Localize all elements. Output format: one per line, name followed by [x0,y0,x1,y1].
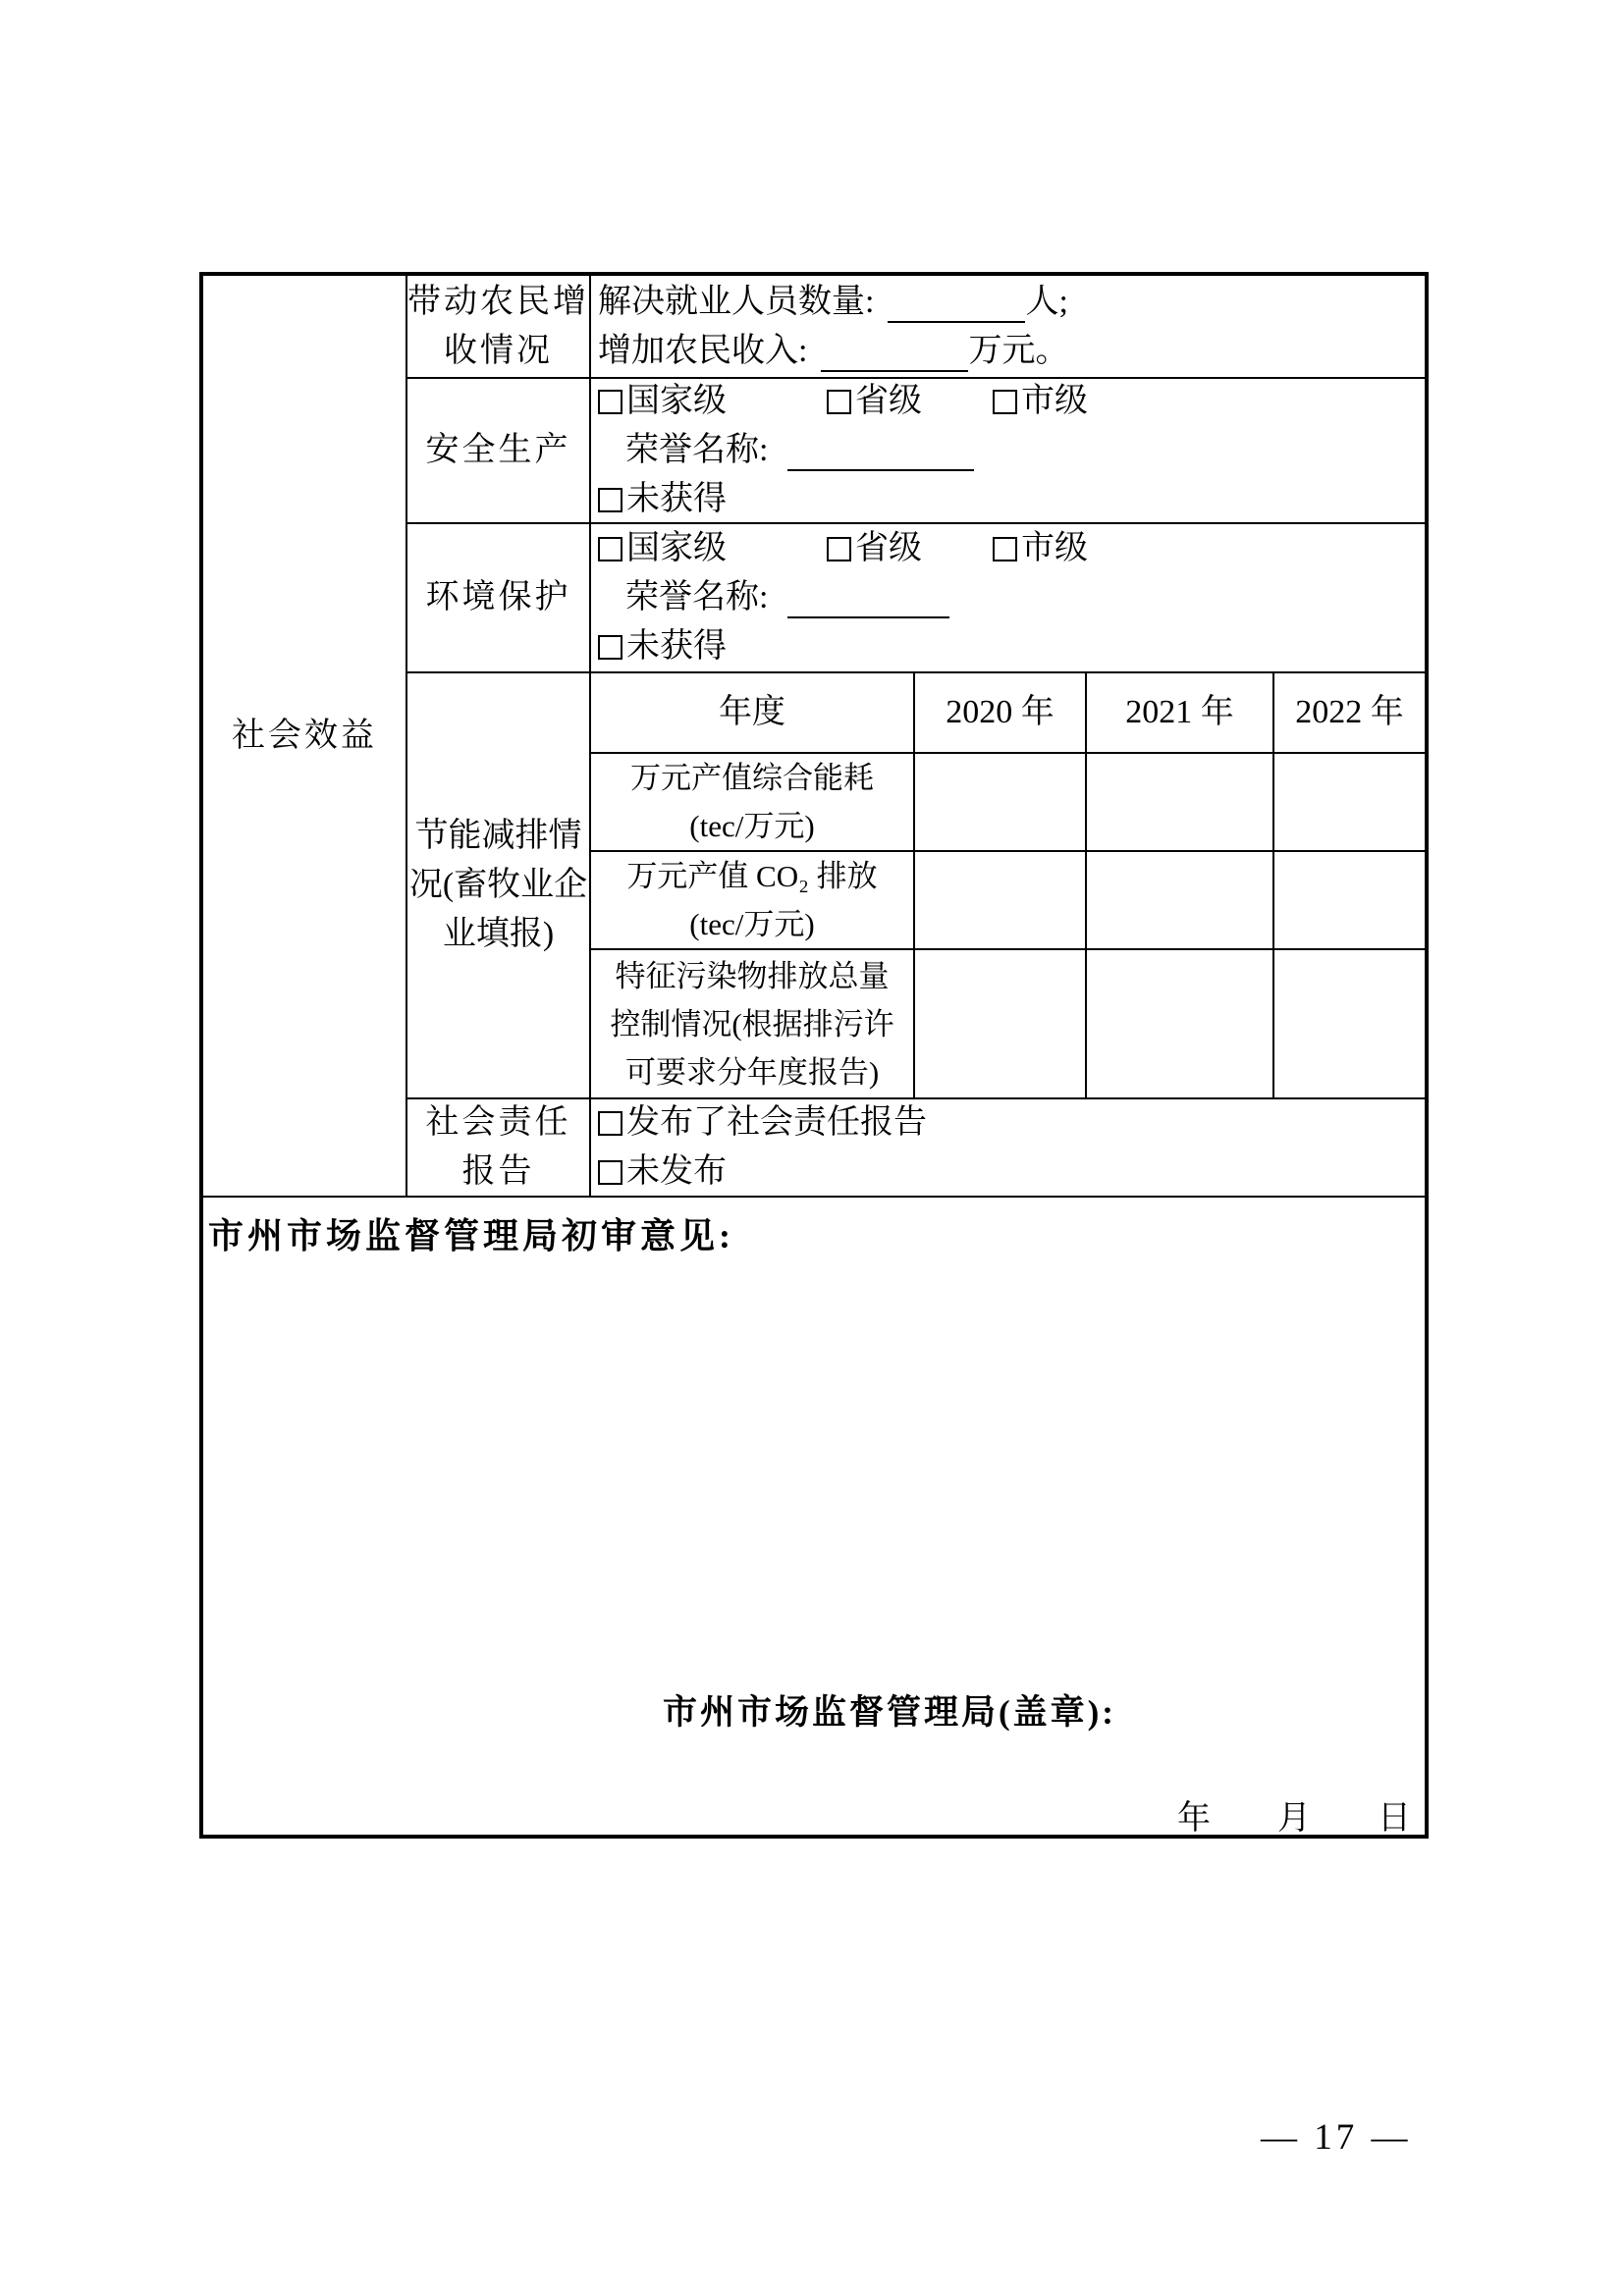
review-title: 市州市场监督管理局初审意见: [208,1216,734,1255]
safety-none-checkbox[interactable] [598,488,622,512]
date-year-label: 年 [1177,1800,1211,1835]
row-label-energy-saving: 节能减排情 况(畜牧业企 业填报) [407,673,591,1099]
energy-consumption-2021-cell[interactable] [1087,754,1274,852]
review-section [203,1198,1425,1835]
employment-count-unit: 人; [1025,283,1068,320]
env-national-checkbox[interactable] [598,537,622,561]
safety-honor-label: 荣誉名称: [625,432,769,468]
social-benefit-table [199,272,1429,1839]
page-number: — 17 — [1261,2117,1412,2158]
row-label-csr-report: 社会责任 报告 [407,1099,591,1198]
employment-count-blank-field[interactable] [888,288,1025,323]
date-day-label: 日 [1378,1800,1411,1835]
safety-municipal-label: 市级 [1021,383,1088,419]
row-label-environment: 环境保护 [407,524,591,673]
income-increase-blank-field[interactable] [821,337,968,372]
csr-not-published-label: 未发布 [626,1153,727,1190]
year-header-cell: 年度 [591,673,915,754]
date-month-label: 月 [1277,1800,1311,1835]
safety-national-label: 国家级 [626,383,727,419]
pollutant-control-desc: 特征污染物排放总量 控制情况(根据排污许 可要求分年度报告) [591,950,915,1099]
safety-body [591,379,1425,524]
pollutant-control-2021-cell[interactable] [1087,950,1274,1099]
env-none-label: 未获得 [626,628,727,665]
pollutant-control-2022-cell[interactable] [1274,950,1425,1099]
csr-body [591,1099,1425,1198]
co2-emission-2020-cell[interactable] [915,852,1087,950]
csr-published-label: 发布了社会责任报告 [626,1104,927,1141]
env-none-checkbox[interactable] [598,635,622,660]
env-national-label: 国家级 [626,530,727,566]
energy-consumption-2022-cell[interactable] [1274,754,1425,852]
employment-count-label: 解决就业人员数量: [598,283,875,320]
co2-emission-desc: 万元产值 CO₂ 排放 (tec/万元) [591,852,915,950]
safety-none-label: 未获得 [626,481,727,517]
env-provincial-checkbox[interactable] [827,537,851,561]
csr-not-published-checkbox[interactable] [598,1160,622,1185]
energy-consumption-2020-cell[interactable] [915,754,1087,852]
env-municipal-checkbox[interactable] [993,537,1017,561]
row-label-safety: 安全生产 [407,379,591,524]
safety-municipal-checkbox[interactable] [993,390,1017,414]
pollutant-control-2020-cell[interactable] [915,950,1087,1099]
env-provincial-label: 省级 [855,530,922,566]
row-label-farmer-income: 带动农民增 收情况 [407,276,591,379]
environment-body [591,524,1425,673]
env-honor-label: 荣誉名称: [625,579,769,615]
group-label-social-benefit [203,276,407,1198]
safety-provincial-checkbox[interactable] [827,390,851,414]
income-increase-unit: 万元。 [968,332,1069,369]
co2-emission-2022-cell[interactable] [1274,852,1425,950]
co2-emission-2021-cell[interactable] [1087,852,1274,950]
safety-honor-blank-field[interactable] [787,436,974,471]
env-municipal-label: 市级 [1021,530,1088,566]
stamp-line: 市州市场监督管理局(盖章): [663,1693,1116,1732]
energy-consumption-desc: 万元产值综合能耗 (tec/万元) [591,754,915,852]
group-label-text: 社会效益 [232,717,377,754]
date-line [1177,1794,1411,1835]
year-2020-header: 2020 年 [915,673,1087,754]
income-increase-label: 增加农民收入: [598,332,808,369]
safety-provincial-label: 省级 [855,383,922,419]
csr-published-checkbox[interactable] [598,1111,622,1136]
year-2021-header: 2021 年 [1087,673,1274,754]
safety-national-checkbox[interactable] [598,390,622,414]
year-2022-header: 2022 年 [1274,673,1425,754]
farmer-income-body [591,276,1425,379]
env-honor-blank-field[interactable] [787,583,949,618]
